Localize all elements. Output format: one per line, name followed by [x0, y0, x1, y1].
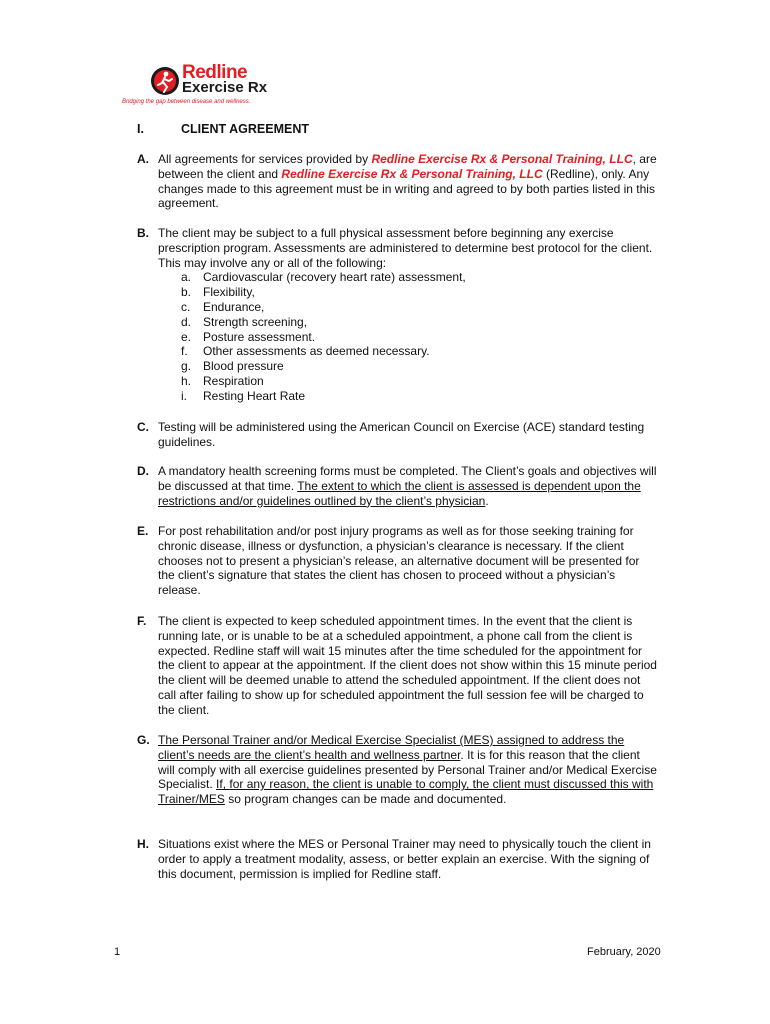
logo-wordmark-line1: Redline — [182, 62, 248, 83]
list-item: i. Resting Heart Rate — [181, 388, 306, 403]
page-number: 1 — [114, 946, 121, 958]
list-item: d. Strength screening, — [181, 314, 308, 329]
heading-number: I. — [137, 122, 144, 136]
company-name: Redline Exercise Rx & Personal Training, LLC — [281, 166, 543, 181]
list-item: e. Posture assessment. — [181, 329, 316, 344]
clause-text: All agreements for services provided by Redline Exercise Rx & Personal Training, LLC, are between the client and Redline Exercise Rx & Personal Training, LLC (Redline), only. Any changes made to this agreement must be in writing and agreed to by both parties listed in this agreement. — [158, 152, 657, 211]
clause-g — [137, 733, 659, 807]
clause-text: The client may be subject to a full physical assessment before beginning any exercise prescription program. Assessments are administered to determine best protocol for the client. This may involve any or all of the following: a. Cardiovascular (recovery heart rate) assessment, b. Flexibility, c. Endurance, d. Strength screening, e. Posture assessment. f. Other assessments as deemed necessary. g. Blood pressure h. Respiration i. Resting Heart Rate — [158, 226, 659, 404]
clause-letter: F. — [137, 614, 147, 628]
clause-text: Situations exist where the MES or Personal Trainer may need to physically touch the client in order to apply a treatment modality, assess, or better explain an exercise. With the signing of this document, permission is implied for Redline staff. — [158, 837, 651, 881]
company-name: Redline Exercise Rx & Personal Training, LLC — [371, 152, 633, 166]
heading-title: CLIENT AGREEMENT — [181, 122, 310, 136]
list-item: h. Respiration — [181, 373, 264, 388]
clause-letter: D. — [137, 464, 149, 478]
clause-c — [137, 420, 659, 450]
footer-date: February, 2020 — [587, 946, 661, 958]
list-item: f. Other assessments as deemed necessary. — [181, 344, 430, 359]
clause-d — [137, 464, 659, 508]
clause-letter: A. — [137, 152, 149, 166]
list-item: c. Endurance, — [181, 299, 265, 314]
clause-a — [137, 152, 659, 211]
logo-tagline: Bridging the gap between disease and wellness. — [122, 99, 251, 105]
list-item: a. Cardiovascular (recovery heart rate) assessment, — [181, 270, 466, 285]
clause-text: A mandatory health screening forms must be completed. The Client’s goals and objectives will be discussed at that time. The extent to which the client is assessed is dependent upon the restrictions and/or guidelines outlined by the client’s physician. — [158, 464, 657, 508]
clause-text: The client is expected to keep scheduled appointment times. In the event that the client is running late, or is unable to be at a scheduled appointment, a phone call from the client is expected. Redline staff will wait 15 minutes after the time scheduled for the appointment for the client to appear at the appointment. If the client does not show within this 15 minute period the client will be deemed unable to attend the scheduled appointment. If the client does not call after failing to show up for scheduled appointment the full session fee will be charged to the client. — [158, 614, 657, 717]
clause-h — [137, 837, 659, 881]
clause-letter: C. — [137, 420, 149, 434]
list-item: b. Flexibility, — [181, 285, 255, 300]
clause-letter: G. — [137, 733, 150, 747]
clause-letter: B. — [137, 226, 149, 240]
section-heading — [137, 122, 309, 136]
clause-b — [137, 226, 659, 404]
clause-f — [137, 614, 659, 718]
runner-emblem-icon — [150, 66, 180, 96]
clause-e — [137, 524, 659, 598]
clause-text: The Personal Trainer and/or Medical Exercise Specialist (MES) assigned to address the client’s needs are the client’s health and wellness partner. It is for this reason that the client will comply with all exercise guidelines presented by Personal Trainer and/or Medical Exercise Specialist. If, for any reason, the client is unable to comply, the client must discussed this with Trainer/MES so program changes can be made and documented. — [158, 733, 657, 807]
clause-text: For post rehabilitation and/or post injury programs as well as for those seeking training for chronic disease, illness or dysfunction, a physician’s clearance is necessary. If the client chooses not to present a physician’s release, an alternative document will be presented for the client’s signature that states the client has chosen to proceed without a physician’s release. — [158, 524, 640, 598]
logo-wordmark-line2: Exercise Rx — [182, 79, 268, 96]
company-logo — [122, 62, 288, 112]
clause-letter: E. — [137, 524, 149, 538]
clause-text: Testing will be administered using the American Council on Exercise (ACE) standard testing guidelines. — [158, 420, 645, 449]
list-item: g. Blood pressure — [181, 359, 284, 374]
clause-letter: H. — [137, 837, 149, 851]
assessment-list — [181, 270, 659, 403]
